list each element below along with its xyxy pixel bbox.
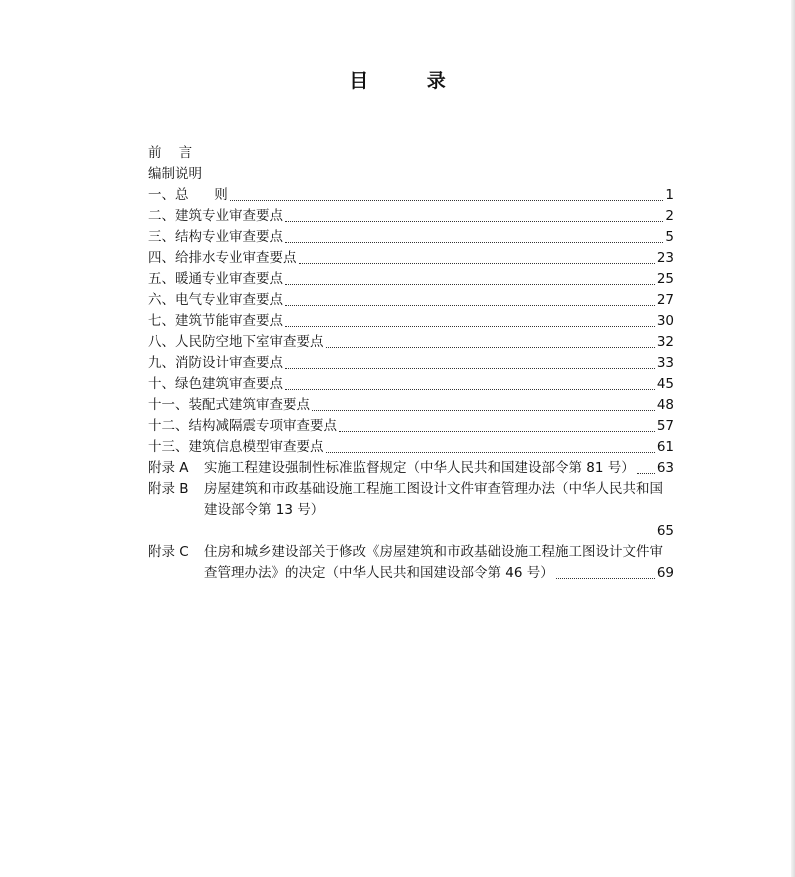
appendix-page: 63 [656, 460, 674, 476]
toc-entry-page: 5 [665, 229, 674, 245]
toc-entry-label: 三、结构专业审查要点 [148, 229, 283, 245]
toc-entry-label: 九、消防设计审查要点 [148, 355, 283, 371]
appendix-line: 房屋建筑和市政基础设施工程施工图设计文件审查管理办法（中华人民共和国 [204, 481, 663, 497]
toc-entry-page: 57 [656, 418, 674, 434]
appendix-line: 建设部令第 13 号） [204, 502, 325, 518]
toc-entry-label: 四、给排水专业审查要点 [148, 250, 297, 266]
dot-leader [285, 367, 655, 369]
toc-preface[interactable] [148, 143, 674, 164]
toc-entry-label: 十、绿色建筑审查要点 [148, 376, 283, 392]
page-edge [791, 0, 795, 877]
appendix-line [204, 563, 674, 584]
toc-entry-page: 25 [656, 271, 674, 287]
toc-appendix-a[interactable] [148, 458, 674, 479]
dot-leader [285, 220, 663, 222]
dot-leader [312, 409, 655, 411]
toc-editorial-notes[interactable] [148, 164, 674, 185]
table-of-contents [148, 143, 674, 584]
dot-leader [556, 577, 655, 579]
toc-entry-label: 十一、装配式建筑审查要点 [148, 397, 310, 413]
dot-leader [637, 472, 655, 474]
appendix-tag: 附录 C [148, 544, 189, 560]
appendix-text: 实施工程建设强制性标准监督规定（中华人民共和国建设部令第 81 号） [204, 460, 635, 476]
toc-entry-page: 1 [665, 187, 674, 203]
dot-leader [285, 304, 655, 306]
appendix-page: 69 [656, 565, 674, 581]
toc-entry-label: 八、人民防空地下室审查要点 [148, 334, 324, 350]
toc-entry-page: 61 [656, 439, 674, 455]
dot-leader [339, 430, 655, 432]
toc-entry[interactable] [148, 290, 674, 311]
toc-entry[interactable] [148, 332, 674, 353]
appendix-text: 查管理办法》的决定（中华人民共和国建设部令第 46 号） [204, 565, 554, 581]
toc-entry[interactable] [148, 374, 674, 395]
dot-leader [285, 283, 655, 285]
toc-entry-page: 27 [656, 292, 674, 308]
appendix-line [204, 458, 674, 479]
appendix-tag: 附录 B [148, 481, 189, 497]
toc-entry-page: 32 [656, 334, 674, 350]
toc-entry[interactable] [148, 269, 674, 290]
toc-entry[interactable] [148, 206, 674, 227]
appendix-tag: 附录 A [148, 460, 189, 476]
toc-entry[interactable] [148, 395, 674, 416]
toc-editorial-notes-label: 编制说明 [148, 166, 202, 182]
toc-entry-page: 23 [656, 250, 674, 266]
dot-leader [285, 241, 663, 243]
dot-leader [230, 199, 664, 201]
dot-leader [285, 325, 655, 327]
toc-entry[interactable] [148, 248, 674, 269]
toc-entry[interactable] [148, 353, 674, 374]
toc-entry-label: 七、建筑节能审查要点 [148, 313, 283, 329]
toc-entry-page: 48 [656, 397, 674, 413]
toc-entry[interactable] [148, 416, 674, 437]
toc-entry[interactable] [148, 437, 674, 458]
toc-entry-page: 30 [656, 313, 674, 329]
toc-entry-page: 2 [665, 208, 674, 224]
toc-entry-label: 十二、结构减隔震专项审查要点 [148, 418, 337, 434]
toc-entry-page: 33 [656, 355, 674, 371]
appendix-line [204, 521, 674, 542]
toc-appendix-c[interactable] [148, 542, 674, 584]
toc-entry[interactable] [148, 227, 674, 248]
page-title: 目 录 [349, 70, 472, 92]
toc-entry-label: 一、总 则 [148, 187, 228, 203]
toc-preface-label: 前 言 [148, 145, 193, 161]
toc-entry-label: 六、电气专业审查要点 [148, 292, 283, 308]
dot-leader [326, 451, 655, 453]
toc-entry-label: 十三、建筑信息模型审查要点 [148, 439, 324, 455]
dot-leader [285, 388, 655, 390]
appendix-line: 住房和城乡建设部关于修改《房屋建筑和市政基础设施工程施工图设计文件审 [204, 544, 663, 560]
toc-entry[interactable] [148, 311, 674, 332]
toc-entry[interactable] [148, 185, 674, 206]
appendix-page: 65 [656, 523, 674, 539]
toc-entry-page: 45 [656, 376, 674, 392]
toc-entry-label: 五、暖通专业审查要点 [148, 271, 283, 287]
dot-leader [326, 346, 655, 348]
toc-appendix-b[interactable] [148, 479, 674, 542]
dot-leader [299, 262, 655, 264]
toc-entry-label: 二、建筑专业审查要点 [148, 208, 283, 224]
